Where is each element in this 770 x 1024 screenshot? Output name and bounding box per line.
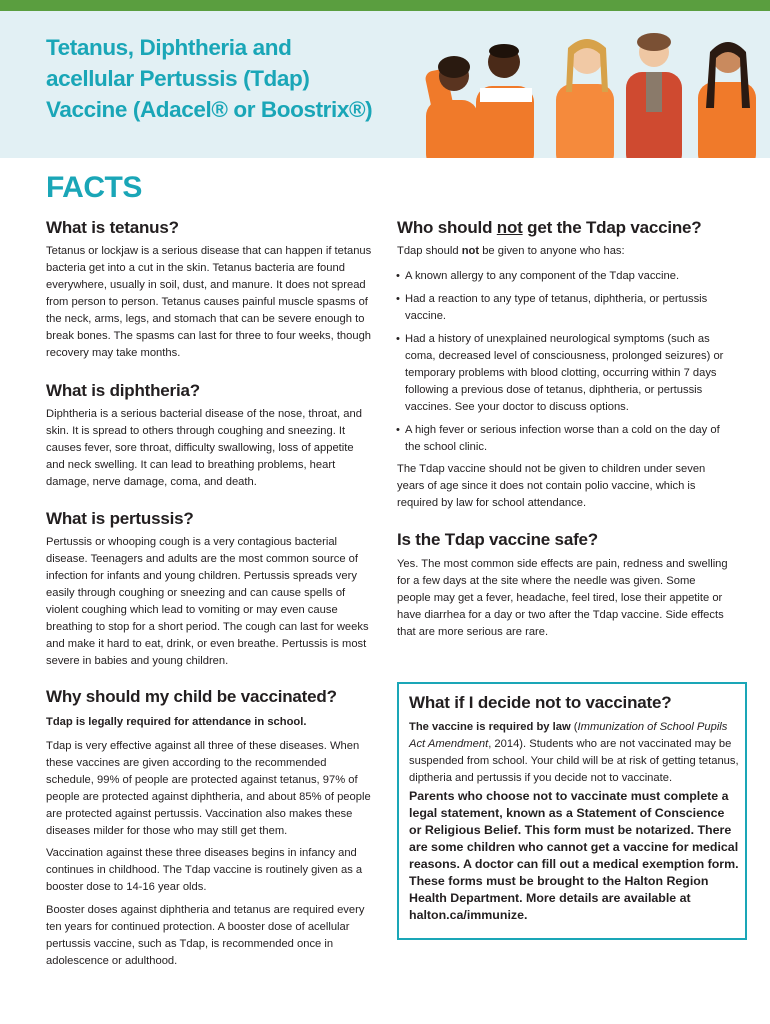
decide-paragraph-1: The vaccine is required by law (Immunization of School Pupils Act Amendment, 2014). Students who are not vaccinated may be suspended from school. Your child will be at risk of getting tetanus, diptheria and pertussis if you decide not to vaccinate. [409, 721, 739, 784]
why-paragraph-1: Tdap is very effective against all three of these diseases. When these vaccines are given according to the recommended schedule, 99% of people are protected against tetanus, 97% of people are protected against diphtheria, and about 85% of people are protected against pertussis. Vaccination also makes these diseases milder for those who may still get them. [46, 740, 371, 837]
decide-heading: What if I decide not to vaccinate? [409, 693, 672, 712]
list-item: • Had a history of unexplained neurological symptoms (such as coma, decreased level of consciousness, prolonged seizures) or temporary problems with blood clotting, occurring within 7 days following a previous dose of tetanus, diphtheria, or pertussis vaccines. See your doctor to discuss options. [397, 331, 732, 416]
group-of-teenagers-photo [398, 12, 770, 158]
why-paragraph-3: Booster doses against diphtheria and tetanus are required every ten years for continued protection. A booster dose of acellular pertussis vaccine, such as Tdap, is recommended once in adolescence or adulthood. [46, 904, 365, 967]
why-paragraph-2: Vaccination against these three diseases begins in infancy and continues in childhood. The Tdap vaccine is routinely given as a booster dose to 14-16 year olds. [46, 847, 363, 893]
tetanus-body: Tetanus or lockjaw is a serious disease that can happen if tetanus bacteria get into a cut in the skin. Tetanus bacteria are found everywhere, usually in soil, dust, and manure. It does not spread from person to person. Tetanus causes painful muscle spasms of the neck, arms, legs, and stomach that can be severe enough to break bones. The spasms can last for three to four weeks, though recovery may take months. [46, 245, 372, 359]
title-line-2: acellular Pertussis (Tdap) [46, 66, 310, 91]
list-item: • A high fever or serious infection worse than a cold on the day of the school clinic. [397, 422, 732, 456]
diphtheria-heading: What is diphtheria? [46, 381, 200, 400]
pertussis-body: Pertussis or whooping cough is a very contagious bacterial disease. Teenagers and adults are the most common source of infection for infants and young children. Pertussis spreads very easily through coughing or sneezing and can cause spells of violent coughing which lead to vomiting or may even cause breathing to stop for a short period. The cough can last for weeks and make it hard to eat, drink, or even breathe. Pertussis is most severe in babies and young children. [46, 536, 369, 667]
teen-figure-5 [698, 42, 756, 158]
legal-requirement-note: Tdap is legally required for attendance in school. [46, 716, 307, 728]
age-restriction-note: The Tdap vaccine should not be given to children under seven years of age since it does not contain polio vaccine, which is required by law for school attendance. [397, 463, 706, 509]
not-emphasis: not [496, 218, 523, 237]
contraindication-list [397, 268, 732, 462]
title-line-3: Vaccine (Adacel® or Boostrix®) [46, 97, 373, 122]
diphtheria-body: Diphtheria is a serious bacterial disease of the nose, throat, and skin. It is spread to others through coughing and sneezing. It causes fever, sore throat, difficulty swallowing, loss of appetite and neck swelling. It can lead to breathing problems, heart damage, nerve damage, coma, and death. [46, 408, 362, 488]
who-not-intro: Tdap should not be given to anyone who has: [397, 245, 625, 257]
why-vaccinate-heading: Why should my child be vaccinated? [46, 687, 337, 706]
title-line-1: Tetanus, Diphtheria and [46, 35, 292, 60]
teen-figure-1 [424, 56, 478, 158]
tetanus-heading: What is tetanus? [46, 218, 179, 237]
teen-figure-4 [626, 33, 682, 158]
facts-label: FACTS [46, 171, 142, 204]
teen-figure-3 [556, 39, 614, 158]
who-should-not-heading: Who should not get the Tdap vaccine? [397, 218, 702, 237]
list-item: • A known allergy to any component of the Tdap vaccine. [397, 268, 732, 285]
safety-body: Yes. The most common side effects are pain, redness and swelling for a few days at the site where the needle was given. Some people may get a fever, headache, feel tired, lose their appetite or have diarrhea for a day or two after the Tdap vaccine. Side effects that are more serious are rare. [397, 558, 728, 638]
pertussis-heading: What is pertussis? [46, 509, 194, 528]
decide-paragraph-2: Parents who choose not to vaccinate must complete a legal statement, known as a Statement of Conscience or Religious Belief. This form must be notarized. There are some children who cannot get a vaccine for medical reasons. A doctor can fill out a medical exemption form. These forms must be brought to the Halton Region Health Department. More details are available at halton.ca/immunize. [409, 789, 739, 922]
safety-heading: Is the Tdap vaccine safe? [397, 530, 598, 549]
top-accent-bar [0, 0, 770, 11]
teen-figure-2 [476, 44, 534, 158]
list-item: • Had a reaction to any type of tetanus, diphtheria, or pertussis vaccine. [397, 291, 732, 325]
page-title [46, 32, 406, 125]
